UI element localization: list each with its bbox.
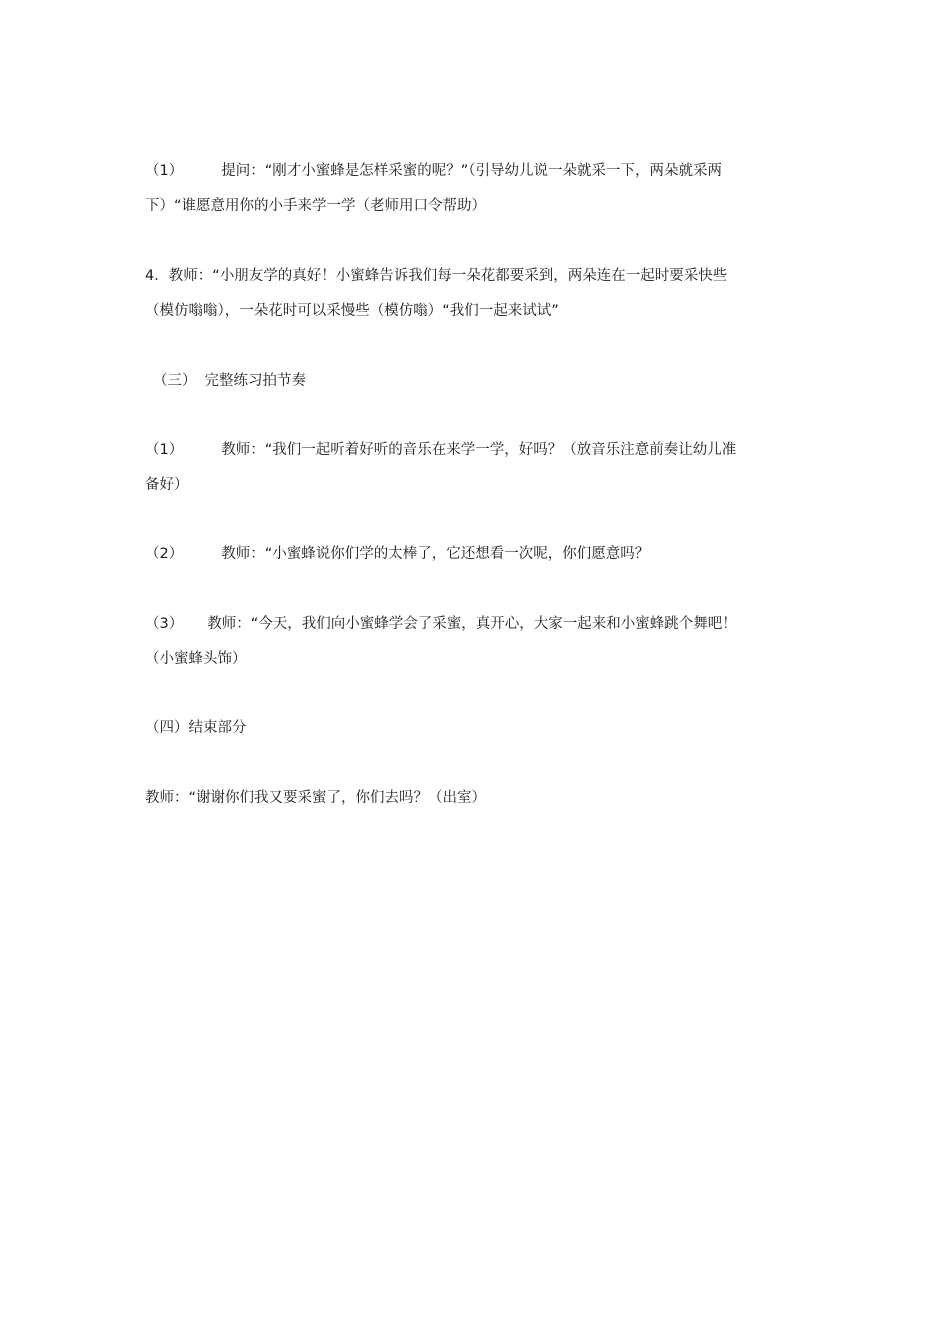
paragraph-item-1 <box>145 433 800 503</box>
item-number: （1） <box>145 163 184 179</box>
paragraph-text-line: 教师：“我们一起听着好听的音乐在来学一学，好吗？（放音乐注意前奏让幼儿准 <box>221 442 737 458</box>
section-title: （四）结束部分 <box>145 720 247 736</box>
item-number: （1） <box>145 442 184 458</box>
section-title: 完整练习拍节奏 <box>204 373 306 389</box>
paragraph-text-line: 教师：“谢谢你们我又要采蜜了，你们去吗？（出室） <box>145 790 487 806</box>
paragraph-text-line: 教师：“小蜜蜂说你们学的太棒了，它还想看一次呢，你们愿意吗？ <box>221 546 650 562</box>
paragraph-text-line: 教师：“今天，我们向小蜜蜂学会了采蜜，真开心，大家一起来和小蜜蜂跳个舞吧！ <box>207 616 737 632</box>
item-number: （3） <box>145 616 184 632</box>
paragraph-text-line: （小蜜蜂头饰） <box>145 651 247 667</box>
paragraph-item-3 <box>145 607 800 677</box>
paragraph-item-2 <box>145 537 800 572</box>
paragraph-closing <box>145 781 800 816</box>
paragraph-text-line: 下）“谁愿意用你的小手来学一学（老师用口令帮助） <box>145 198 487 214</box>
section-heading-3 <box>145 364 800 399</box>
item-number: （2） <box>145 546 184 562</box>
paragraph-step-4 <box>145 259 800 329</box>
paragraph-text-line: （模仿嗡嗡），一朵花时可以采慢些（模仿嗡）“我们一起来试试” <box>145 303 559 319</box>
paragraph-text-line: 备好） <box>145 477 189 493</box>
item-number: 4． <box>145 268 169 284</box>
paragraph-question-1 <box>145 154 800 224</box>
paragraph-text-line: 提问：“刚才小蜜蜂是怎样采蜜的呢？”（引导幼儿说一朵就采一下，两朵就采两 <box>221 163 723 179</box>
paragraph-text-line: 教师：“小朋友学的真好！小蜜蜂告诉我们每一朵花都要采到，两朵连在一起时要采快些 <box>168 268 728 284</box>
section-number: （三） <box>153 373 197 389</box>
section-heading-4 <box>145 711 800 746</box>
